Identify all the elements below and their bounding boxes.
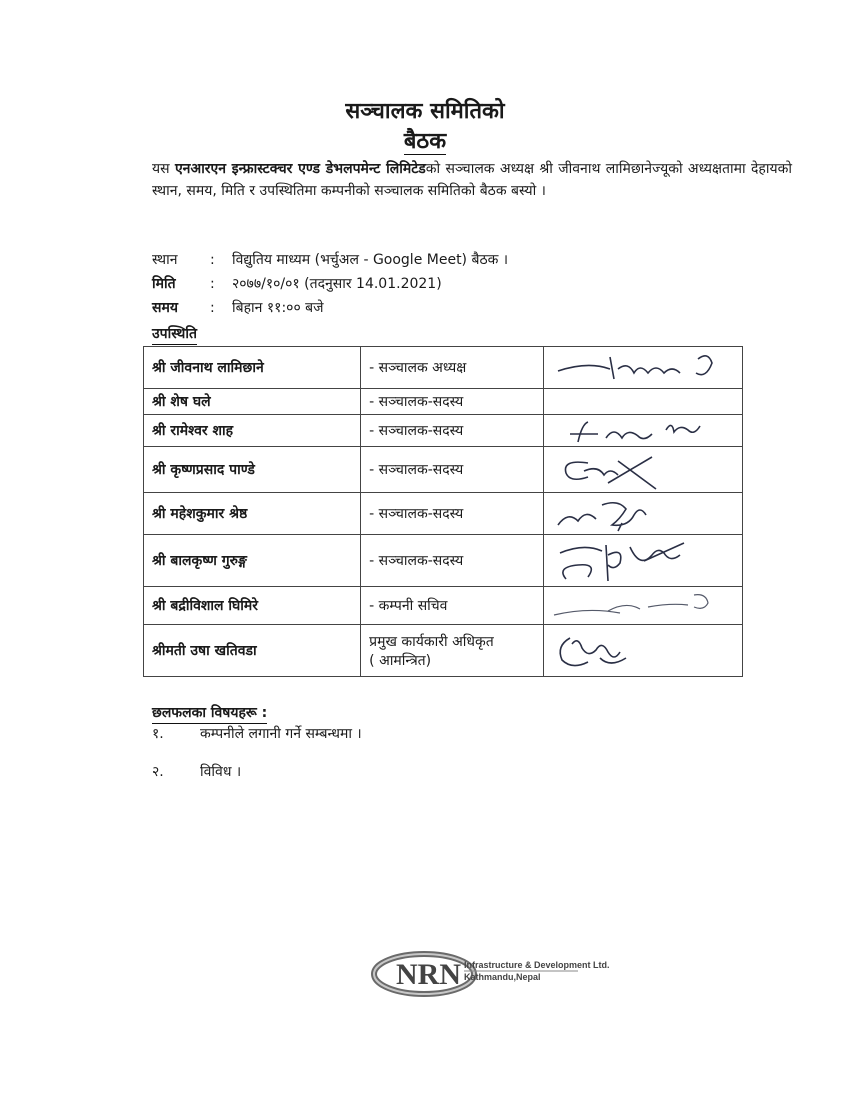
table-row xyxy=(144,587,743,625)
company-stamp xyxy=(368,938,610,1002)
signature-cell xyxy=(544,587,743,625)
signature-cell xyxy=(544,389,743,415)
page-subtitle-text: बैठक xyxy=(403,129,447,154)
list-item xyxy=(152,762,241,782)
company-name: एनआरएन इन्फ्रास्टक्चर एण्ड डेभलपमेन्ट लिमिटेड xyxy=(174,161,426,177)
attendee-name: श्री बद्रीविशाल घिमिरे xyxy=(144,587,361,625)
attendee-name: श्री शेष घले xyxy=(144,389,361,415)
signature-icon xyxy=(548,537,728,585)
attendee-role-cell xyxy=(361,625,544,677)
attendee-role-note: ( आमन्त्रित) xyxy=(369,652,432,669)
table-row xyxy=(144,347,743,389)
table-row xyxy=(144,625,743,677)
company-logo-icon xyxy=(368,938,610,1002)
date-value: २०७७/१०/०१ (तदनुसार 14.01.2021) xyxy=(232,276,442,292)
topic-text: कम्पनीले लगानी गर्ने सम्बन्धमा । xyxy=(200,726,362,742)
topic-text: विविध । xyxy=(200,764,242,780)
signature-cell xyxy=(544,493,743,535)
attendance-heading: उपस्थिति xyxy=(152,324,197,345)
date-line xyxy=(152,274,442,294)
signature-icon xyxy=(548,449,728,491)
intro-rest: को सञ्चालक अध्यक्ष श्री जीवनाथ लामिछानेज्यूको अध्यक्षतामा देहायको स्थान, समय, मिति र उपस्थितिमा कम्पनीको सञ्चालक समितिको बैठक बस्यो । xyxy=(152,161,792,199)
venue-value: विद्युतिय माध्यम (भर्चुअल - Google Meet) बैठक । xyxy=(232,252,509,268)
attendee-name: श्री बालकृष्ण गुरुङ्ग xyxy=(144,535,361,587)
signature-cell xyxy=(544,535,743,587)
signature-cell xyxy=(544,447,743,493)
page-subtitle xyxy=(0,128,850,156)
table-row xyxy=(144,447,743,493)
attendee-name: श्रीमती उषा खतिवडा xyxy=(144,625,361,677)
attendee-name: श्री महेशकुमार श्रेष्ठ xyxy=(144,493,361,535)
svg-text:Kathmandu,Nepal: Kathmandu,Nepal xyxy=(464,972,541,982)
table-row xyxy=(144,535,743,587)
attendee-role: - कम्पनी सचिव xyxy=(361,587,544,625)
intro-prefix: यस xyxy=(152,161,175,177)
list-item xyxy=(152,724,362,744)
time-value: बिहान ११:०० बजे xyxy=(232,300,324,316)
time-line xyxy=(152,298,324,318)
attendee-role: - सञ्चालक अध्यक्ष xyxy=(361,347,544,389)
topic-number: १. xyxy=(152,726,164,742)
attendee-role: - सञ्चालक-सदस्य xyxy=(361,535,544,587)
intro-paragraph xyxy=(152,158,792,202)
attendee-name: श्री जीवनाथ लामिछाने xyxy=(144,347,361,389)
attendee-role: - सञ्चालक-सदस्य xyxy=(361,389,544,415)
topics-heading: छलफलका विषयहरू : xyxy=(152,703,267,724)
venue-label: स्थान xyxy=(152,252,178,268)
signature-cell xyxy=(544,415,743,447)
venue-line xyxy=(152,250,508,270)
table-row xyxy=(144,389,743,415)
date-label: मिति xyxy=(152,276,176,292)
attendee-role: - सञ्चालक-सदस्य xyxy=(361,415,544,447)
page-title: सञ्चालक समितिको xyxy=(345,99,505,124)
signature-icon xyxy=(548,416,728,446)
attendee-role: - सञ्चालक-सदस्य xyxy=(361,447,544,493)
svg-text:NRN: NRN xyxy=(396,958,461,991)
attendee-role: प्रमुख कार्यकारी अधिकृत xyxy=(369,633,494,650)
table-row xyxy=(144,493,743,535)
signature-icon xyxy=(548,589,728,623)
signature-icon xyxy=(548,628,728,674)
venue-separator: : xyxy=(210,252,215,268)
attendee-name: श्री कृष्णप्रसाद पाण्डे xyxy=(144,447,361,493)
attendance-table xyxy=(143,346,743,677)
attendee-role: - सञ्चालक-सदस्य xyxy=(361,493,544,535)
signature-icon xyxy=(548,495,728,533)
time-label: समय xyxy=(152,300,178,316)
topic-number: २. xyxy=(152,764,164,780)
svg-text:Infrastructure & Development L: Infrastructure & Development Ltd. xyxy=(464,960,610,970)
signature-icon xyxy=(548,349,728,387)
time-separator: : xyxy=(210,300,215,316)
table-row xyxy=(144,415,743,447)
date-separator: : xyxy=(210,276,215,292)
attendee-name: श्री रामेश्वर शाह xyxy=(144,415,361,447)
signature-cell xyxy=(544,347,743,389)
signature-cell xyxy=(544,625,743,677)
